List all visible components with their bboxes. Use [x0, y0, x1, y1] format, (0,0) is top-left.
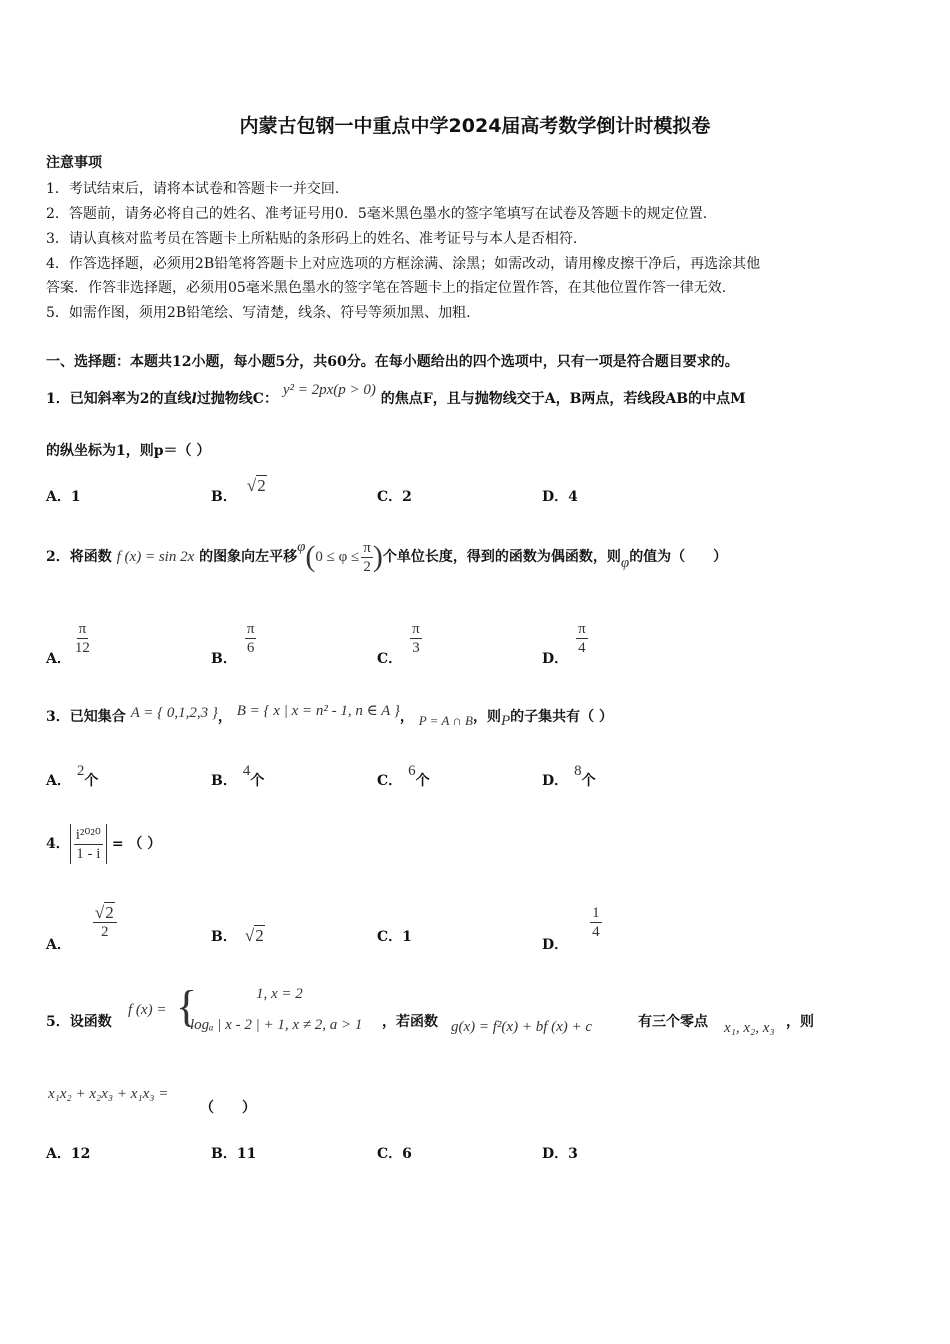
q2-option-b-num: π: [246, 621, 255, 637]
q5-case-1: 1, x = 2: [256, 986, 303, 1002]
q4-option-a-radicand: 2: [105, 903, 114, 922]
q2-two: 2: [363, 558, 371, 575]
page-title: 内蒙古包钢一中重点中学2024届高考数学倒计时模拟卷: [239, 115, 711, 137]
q5-sum: x₁x₂ + x₂x₃ + x₁x₃ =: [48, 1086, 169, 1102]
q1-l: l: [191, 391, 197, 407]
q4-option-b-label: B．: [211, 929, 237, 945]
q3-option-a-num: 2: [76, 763, 85, 779]
q3-mid: ，则: [472, 709, 501, 725]
q2-option-d-label: D．: [542, 650, 569, 667]
section-heading: 一、选择题：本题共12小题，每小题5分，共60分。在每小题给出的四个选项中，只有一项是符合题目要求的。: [46, 354, 739, 370]
q5-brace: {: [176, 982, 198, 1031]
q2-option-b-den: 6: [246, 640, 255, 656]
q2-phi: φ: [297, 539, 306, 555]
q3-option-d-num: 8: [574, 763, 582, 779]
q4-option-d-den: 4: [592, 924, 600, 940]
q2-option-c-den: 3: [412, 640, 420, 656]
q1-mid: 过抛物线C：: [196, 391, 278, 407]
q1-line2: 的纵坐标为1，则p＝（ ）: [46, 443, 211, 459]
q5-zeros: x₁, x₂, x₃: [724, 1020, 775, 1036]
q4-option-a-frac: [93, 904, 117, 941]
question-3: [46, 703, 614, 729]
q4-option-a: [46, 903, 117, 953]
q4-option-d: [542, 904, 602, 953]
q2-option-b-label: B．: [211, 650, 237, 667]
q3-option-c-unit: 个: [415, 773, 430, 789]
q2-pi: π: [363, 539, 371, 556]
q3-p: P: [500, 713, 511, 729]
q4-option-a-label: A．: [46, 936, 71, 953]
q4-option-a-den: 2: [101, 924, 109, 940]
q2-option-c-label: C．: [377, 650, 403, 667]
q3-set-p: P = A ∩ B: [418, 713, 473, 728]
note-5: 5．如需作图，须用2B铅笔绘、写清楚，线条、符号等须加黑、加粗.: [46, 305, 471, 321]
q2-right-paren: ): [372, 540, 383, 573]
note-1: 1．考试结束后，请将本试卷和答题卡一并交回.: [46, 181, 340, 197]
q2-post: 个单位长度，得到的函数为偶函数，则: [382, 549, 621, 565]
question-2: [46, 532, 727, 582]
q2-pi-over-2: [361, 539, 373, 576]
q4-fraction: [74, 826, 103, 863]
q3-comma1: ，: [217, 709, 232, 725]
q2-option-d-den: 4: [578, 640, 586, 656]
q2-option-c: [377, 620, 422, 667]
q3-option-b: [211, 763, 265, 790]
q1-option-b: [211, 476, 266, 506]
question-4: [46, 818, 161, 870]
q2-option-a-frac: [73, 620, 92, 657]
q3-option-d-unit: 个: [581, 773, 596, 789]
q4-abs-left: [70, 824, 71, 864]
q2-function: f (x) = sin 2x: [116, 549, 195, 565]
q4-abs-right: [106, 824, 107, 864]
q5-mid: ，若函数: [382, 1014, 438, 1030]
q5-end: ，则: [786, 1014, 814, 1030]
q3-option-b-unit: 个: [250, 773, 265, 789]
q5-paren: （ ）: [200, 1100, 256, 1116]
q1-option-c: C．2: [377, 489, 412, 505]
q4-option-d-frac: [590, 904, 602, 941]
q5-option-d: D．3: [542, 1146, 578, 1162]
q2-pre: 2．将函数: [46, 549, 112, 565]
q2-option-d-frac: [576, 620, 588, 657]
q4-denominator: 1 - i: [76, 845, 101, 862]
q1-option-d: D．4: [542, 489, 578, 505]
q1-option-b-label: B．: [211, 489, 237, 505]
q2-option-b: [211, 620, 256, 667]
q5-case-2: logₐ | x - 2 | + 1, x ≠ 2, a > 1: [190, 1017, 363, 1033]
q2-option-c-frac: [410, 620, 422, 657]
q4-option-b: [211, 926, 265, 946]
q1-option-a: A．1: [46, 489, 81, 505]
q3-post: 的子集共有（ ）: [510, 709, 614, 725]
q3-comma2: ，: [399, 709, 414, 725]
q3-option-b-num: 4: [242, 763, 251, 779]
q3-option-a-unit: 个: [84, 773, 99, 789]
q4-option-a-num: √2: [93, 904, 117, 923]
q4-numerator: i²⁰²⁰: [75, 826, 101, 843]
q2-option-a-label: A．: [46, 650, 71, 667]
q2-option-c-num: π: [412, 621, 420, 637]
q4-post: = （ ）: [111, 836, 162, 852]
q4-option-d-label: D．: [542, 936, 569, 953]
note-3: 3．请认真核对监考员在答题卡上所粘贴的条形码上的姓名、准考证号与本人是否相符.: [46, 231, 578, 247]
q5-option-a: A．12: [46, 1146, 91, 1162]
q3-set-b: B = { x | x = n² - 1, n ∈ A }: [236, 703, 400, 719]
notes-heading: 注意事项: [46, 155, 102, 171]
q5-f-def: f (x) =: [128, 1002, 167, 1018]
q2-mid: 的图象向左平移: [199, 549, 298, 565]
q3-option-a: [46, 763, 99, 790]
q5-post: 有三个零点: [638, 1014, 708, 1030]
q2-phi2: φ: [620, 555, 630, 571]
q4-option-b-radicand: 2: [255, 926, 264, 945]
q2-option-a-num: π: [78, 621, 87, 637]
q1-option-b-sqrt: √2: [246, 476, 266, 495]
q3-option-d-label: D．: [542, 773, 569, 789]
q5-pre: 5．设函数: [46, 1014, 112, 1030]
question-1: [46, 382, 746, 408]
q5-option-b: B．11: [211, 1146, 257, 1162]
q3-option-c: [377, 763, 430, 790]
q3-option-d: [542, 763, 596, 790]
q1-post: 的焦点F，且与抛物线交于A，B两点，若线段AB的中点M: [380, 391, 746, 407]
note-2: 2．答题前，请务必将自己的姓名、准考证号用0．5毫米黑色墨水的签字笔填写在试卷及答题卡的规定位置.: [46, 206, 708, 222]
q2-option-b-frac: [245, 620, 257, 657]
q2-option-d-num: π: [578, 621, 586, 637]
q1-option-b-radicand: 2: [257, 476, 266, 495]
q4-option-d-num: 1: [592, 905, 600, 921]
q3-option-b-label: B．: [211, 773, 237, 789]
q3-option-a-label: A．: [46, 773, 71, 789]
note-4: 4．作答选择题，必须用2B铅笔将答题卡上对应选项的方框涂满、涂黑；如需改动，请用橡皮擦干净后，再选涂其他: [46, 256, 761, 272]
q3-option-c-label: C．: [377, 773, 403, 789]
q3-set-a: A = { 0,1,2,3 }: [130, 705, 218, 721]
q4-label: 4．: [46, 836, 70, 852]
q4-option-b-sqrt: √2: [244, 926, 264, 945]
q2-condition: 0 ≤ φ ≤: [315, 549, 360, 565]
q1-pre: 1．已知斜率为2的直线: [46, 391, 192, 407]
q3-option-c-num: 6: [408, 763, 416, 779]
q2-option-d: [542, 620, 588, 667]
note-4-cont: 答案．作答非选择题，必须用05毫米黑色墨水的签字笔在答题卡上的指定位置作答，在其他位置作答一律无效.: [46, 280, 727, 296]
q2-end: 的值为（ ）: [629, 549, 728, 565]
q4-option-c: C．1: [377, 929, 412, 945]
q2-left-paren: (: [305, 540, 316, 573]
q5-g-def: g(x) = f²(x) + bf (x) + c: [451, 1019, 593, 1035]
q2-option-a: [46, 620, 92, 667]
q5-option-c: C．6: [377, 1146, 412, 1162]
q2-option-a-den: 12: [74, 640, 90, 656]
q1-equation: y² = 2px(p > 0): [282, 382, 376, 398]
q3-pre: 3．已知集合: [46, 709, 126, 725]
